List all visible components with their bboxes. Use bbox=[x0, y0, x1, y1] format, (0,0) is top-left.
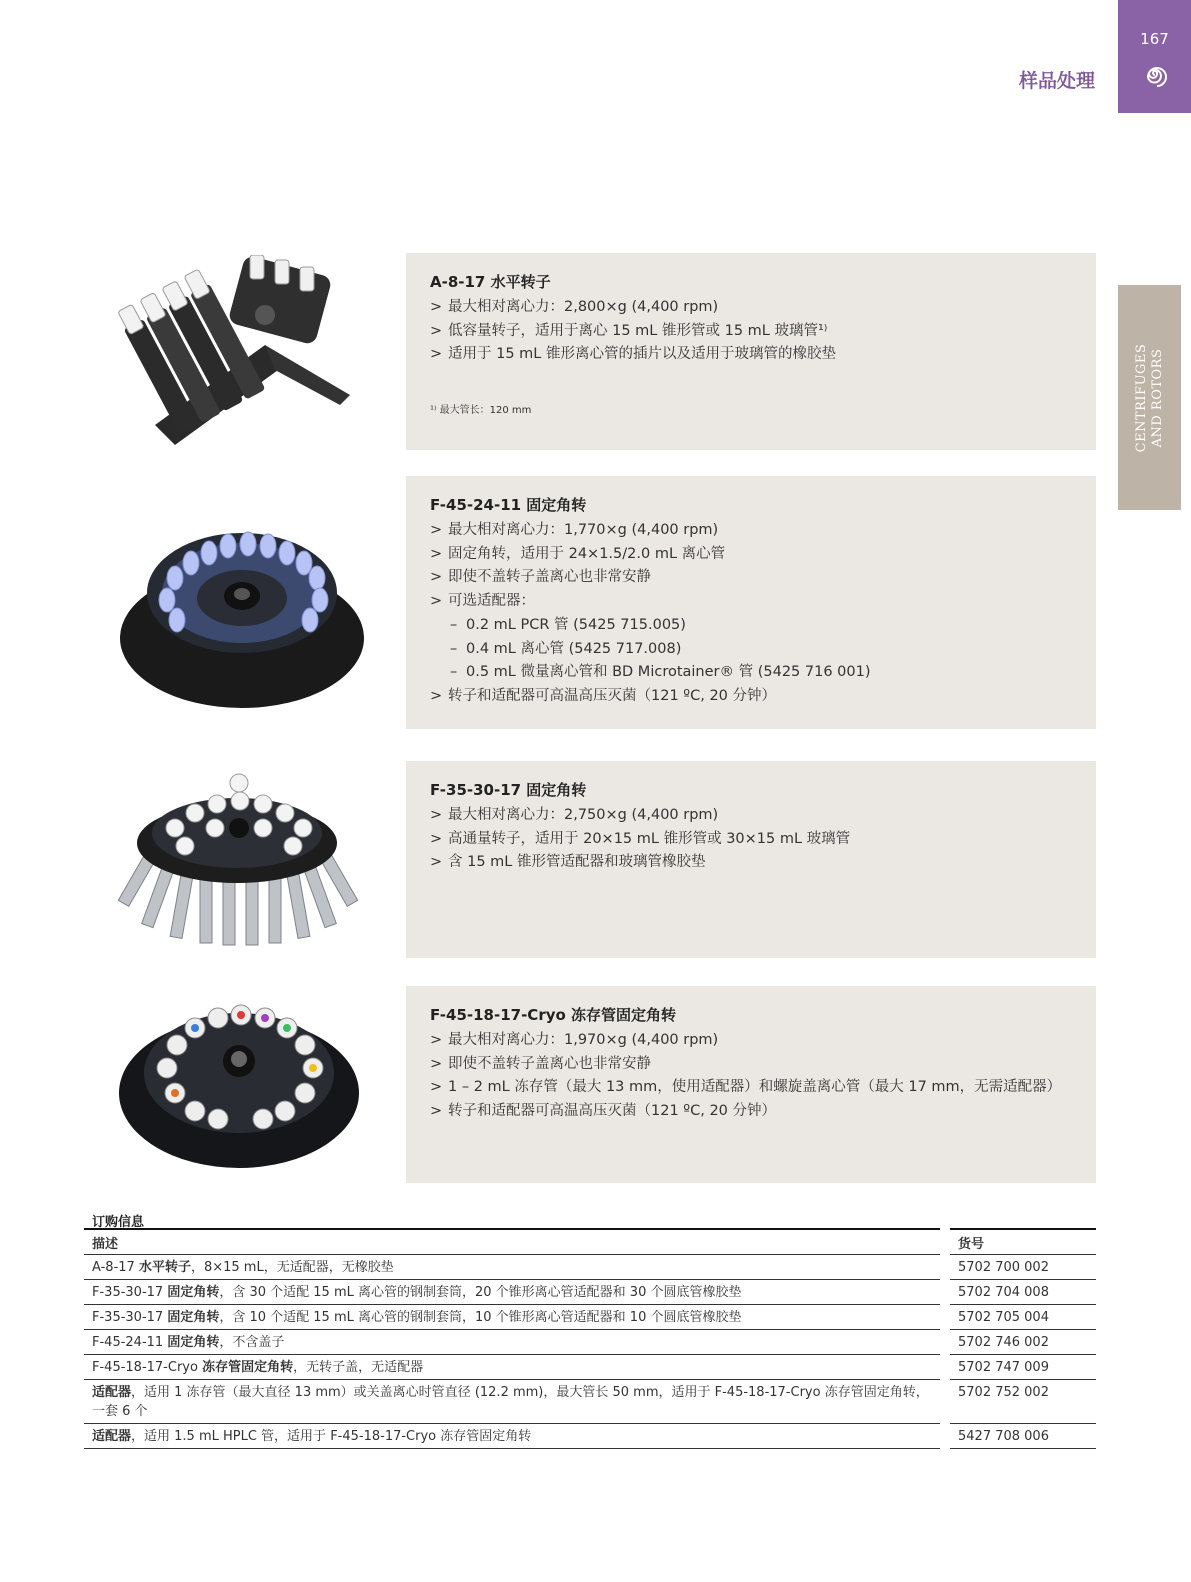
spec-item: > 可选适配器： bbox=[430, 590, 1072, 614]
product-f-45-24-11 bbox=[406, 476, 1096, 729]
table-row: F-35-30-17 固定角转，含 10 个适配 15 mL 离心管的钢制套筒，10 个锥形离心管适配器和 10 个圆底管橡胶垫 5702 705 004 bbox=[84, 1305, 1096, 1330]
spec-item: > 低容量转子，适用于离心 15 mL 锥形管或 15 mL 玻璃管¹⁾ bbox=[430, 320, 1072, 344]
rotor-f-45-18-17-cryo-photo bbox=[115, 993, 365, 1173]
side-tab-line1: CENTRIFUGES bbox=[1133, 343, 1149, 452]
spec-item: > 1 – 2 mL 冻存管（最大 13 mm，使用适配器）和螺旋盖离心管（最大 17 mm，无需适配器） bbox=[430, 1076, 1072, 1100]
table-row: 适配器，适用 1.5 mL HPLC 管，适用于 F-45-18-17-Cryo 冻存管固定角转 5427 708 006 bbox=[84, 1424, 1096, 1449]
side-tab bbox=[1118, 285, 1181, 510]
spec-item: > 固定角转，适用于 24×1.5/2.0 mL 离心管 bbox=[430, 543, 1072, 567]
rotor-f-35-30-17-photo bbox=[115, 768, 360, 948]
order-info-title: 订购信息 bbox=[92, 1215, 145, 1230]
adapter-item: – 0.2 mL PCR 管 (5425 715.005) bbox=[430, 614, 1072, 638]
rotor-a-8-17-photo bbox=[115, 255, 365, 455]
catalog-number: 5702 705 004 bbox=[945, 1305, 1096, 1330]
spec-item: > 转子和适配器可高温高压灭菌（121 ºC, 20 分钟） bbox=[430, 1100, 1072, 1124]
col-description: 描述 bbox=[84, 1229, 945, 1255]
product-f-45-18-17-cryo bbox=[406, 986, 1096, 1183]
table-row: A-8-17 水平转子，8×15 mL，无适配器，无橡胶垫 5702 700 002 bbox=[84, 1255, 1096, 1280]
catalog-number: 5702 746 002 bbox=[945, 1330, 1096, 1355]
spec-item: > 转子和适配器可高温高压灭菌（121 ºC, 20 分钟） bbox=[430, 685, 1072, 709]
spec-item: > 最大相对离心力：1,970×g (4,400 rpm) bbox=[430, 1029, 1072, 1053]
catalog-number: 5702 700 002 bbox=[945, 1255, 1096, 1280]
spec-item: > 最大相对离心力：2,750×g (4,400 rpm) bbox=[430, 804, 1072, 828]
product-f-35-30-17 bbox=[406, 761, 1096, 958]
table-row: F-45-24-11 固定角转，不含盖子 5702 746 002 bbox=[84, 1330, 1096, 1355]
order-table bbox=[84, 1228, 1096, 1449]
adapter-item: – 0.4 mL 离心管 (5425 717.008) bbox=[430, 638, 1072, 662]
table-row: F-35-30-17 固定角转，含 30 个适配 15 mL 离心管的钢制套筒，20 个锥形离心管适配器和 30 个圆底管橡胶垫 5702 704 008 bbox=[84, 1280, 1096, 1305]
product-title: F-45-18-17-Cryo 冻存管固定角转 bbox=[430, 1006, 677, 1024]
spec-item: > 最大相对离心力：2,800×g (4,400 rpm) bbox=[430, 296, 1072, 320]
footnote: ¹⁾ 最大管长：120 mm bbox=[430, 405, 532, 417]
catalog-number: 5427 708 006 bbox=[945, 1424, 1096, 1449]
product-title: F-45-24-11 固定角转 bbox=[430, 496, 587, 514]
spec-item: > 适用于 15 mL 锥形离心管的插片以及适用于玻璃管的橡胶垫 bbox=[430, 343, 1072, 367]
section-title: 样品处理 bbox=[1018, 70, 1095, 92]
catalog-number: 5702 747 009 bbox=[945, 1355, 1096, 1380]
product-a-8-17 bbox=[406, 253, 1096, 450]
table-row: 适配器，适用 1 冻存管（最大直径 13 mm）或关盖离心时管直径 (12.2 mm)，最大管长 50 mm，适用于 F-45-18-17-Cryo 冻存管固定角转，一套 6 个 5702 752 002 bbox=[84, 1380, 1096, 1424]
spec-item: > 最大相对离心力：1,770×g (4,400 rpm) bbox=[430, 519, 1072, 543]
spiral-icon bbox=[1142, 62, 1168, 88]
spec-item: > 即使不盖转子盖离心也非常安静 bbox=[430, 1053, 1072, 1077]
spec-item: > 即使不盖转子盖离心也非常安静 bbox=[430, 566, 1072, 590]
page-tab bbox=[1118, 0, 1191, 113]
rotor-f-45-24-11-photo bbox=[115, 508, 370, 718]
page-number: 167 bbox=[1140, 30, 1169, 48]
adapter-item: – 0.5 mL 微量离心管和 BD Microtainer® 管 (5425 716 001) bbox=[430, 661, 1072, 685]
side-tab-line2: AND ROTORS bbox=[1149, 348, 1165, 447]
catalog-number: 5702 704 008 bbox=[945, 1280, 1096, 1305]
table-row: F-45-18-17-Cryo 冻存管固定角转，无转子盖，无适配器 5702 747 009 bbox=[84, 1355, 1096, 1380]
product-title: A-8-17 水平转子 bbox=[430, 273, 551, 291]
spec-item: > 高通量转子，适用于 20×15 mL 锥形管或 30×15 mL 玻璃管 bbox=[430, 828, 1072, 852]
spec-item: > 含 15 mL 锥形管适配器和玻璃管橡胶垫 bbox=[430, 851, 1072, 875]
col-catalog-number: 货号 bbox=[945, 1229, 1096, 1255]
product-title: F-35-30-17 固定角转 bbox=[430, 781, 587, 799]
catalog-number: 5702 752 002 bbox=[945, 1380, 1096, 1424]
